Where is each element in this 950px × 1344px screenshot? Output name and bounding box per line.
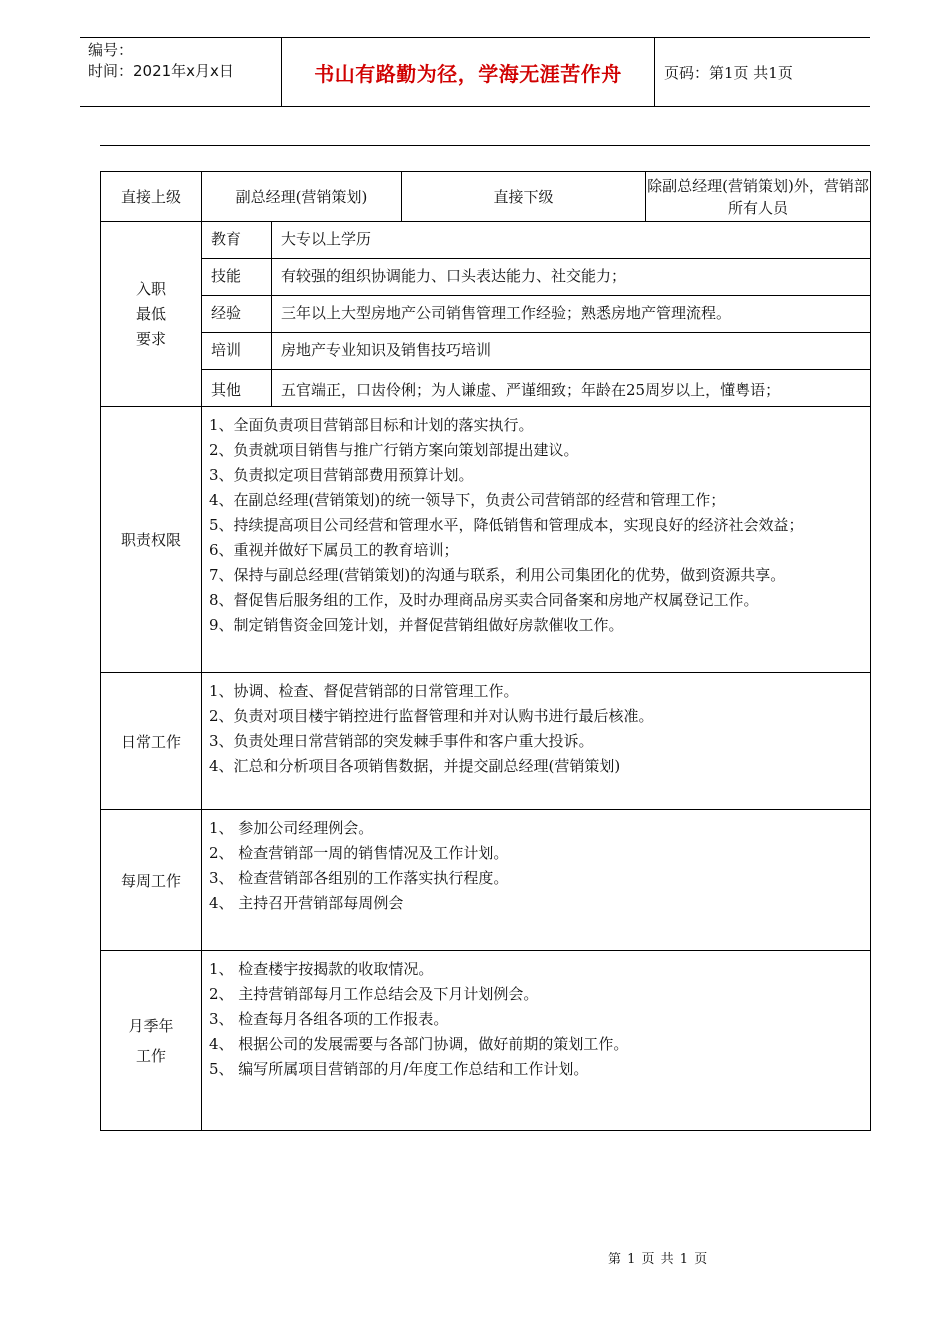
list-item: 2、负责对项目楼宇销控进行监督管理和并对认购书进行最后核准。 <box>209 707 654 725</box>
list-item: 9、制定销售资金回笼计划，并督促营销组做好房款催收工作。 <box>209 616 624 634</box>
list-item: 1、全面负责项目营销部目标和计划的落实执行。 <box>209 416 534 434</box>
periodic-label-line1: 月季年 <box>128 1016 174 1035</box>
subordinate-value: 除副总经理(营销策划)外，营销部所有人员 <box>646 172 871 222</box>
list-item: 3、 检查每月各组各项的工作报表。 <box>209 1010 449 1028</box>
weekly-label: 每周工作 <box>101 810 202 951</box>
periodic-row <box>101 951 871 1131</box>
list-item: 3、 检查营销部各组别的工作落实执行程度。 <box>209 869 509 887</box>
requirement-name: 其他 <box>202 370 272 407</box>
list-item: 2、 主持营销部每月工作总结会及下月计划例会。 <box>209 985 539 1003</box>
weekly-row <box>101 810 871 951</box>
weekly-list <box>202 810 871 951</box>
requirements-label-line1: 入职 <box>135 279 166 298</box>
header-motto-cell <box>281 38 655 106</box>
document-header <box>80 37 870 107</box>
requirement-name: 教育 <box>202 222 272 259</box>
list-item: 4、在副总经理(营销策划)的统一领导下，负责公司营销部的经营和管理工作； <box>209 491 726 509</box>
page-label: 页码：第1页 共1页 <box>664 63 793 82</box>
list-item: 1、 参加公司经理例会。 <box>209 819 374 837</box>
number-label: 编号： <box>88 41 134 59</box>
duties-list <box>202 407 871 673</box>
requirement-row <box>101 296 871 333</box>
requirement-value: 五官端正，口齿伶俐；为人谦虚、严谨细致；年龄在25周岁以上，懂粤语； <box>272 370 871 407</box>
requirement-name: 技能 <box>202 259 272 296</box>
requirement-value: 房地产专业知识及销售技巧培训 <box>272 333 871 370</box>
list-item: 5、 编写所属项目营销部的月/年度工作总结和工作计划。 <box>209 1060 589 1078</box>
requirements-label-line2: 最低 <box>135 304 166 323</box>
list-item: 8、督促售后服务组的工作，及时办理商品房买卖合同备案和房地产权属登记工作。 <box>209 591 759 609</box>
daily-label: 日常工作 <box>101 673 202 810</box>
daily-row <box>101 673 871 810</box>
requirement-row <box>101 259 871 296</box>
header-meta <box>80 38 281 106</box>
subordinate-label: 直接下级 <box>402 172 646 222</box>
requirement-row <box>101 370 871 407</box>
list-item: 1、协调、检查、督促营销部的日常管理工作。 <box>209 682 519 700</box>
requirement-value: 三年以上大型房地产公司销售管理工作经验；熟悉房地产管理流程。 <box>272 296 871 333</box>
duties-label: 职责权限 <box>101 407 202 673</box>
list-item: 4、汇总和分析项目各项销售数据，并提交副总经理(营销策划) <box>209 757 621 775</box>
list-item: 6、重视并做好下属员工的教育培训； <box>209 541 459 559</box>
requirement-value: 大专以上学历 <box>272 222 871 259</box>
requirement-name: 培训 <box>202 333 272 370</box>
duties-row <box>101 407 871 673</box>
periodic-label-line2: 工作 <box>135 1046 166 1065</box>
list-item: 3、负责处理日常营销部的突发棘手事件和客户重大投诉。 <box>209 732 594 750</box>
page-footer: 第 1 页 共 1 页 <box>608 1252 709 1267</box>
requirement-value: 有较强的组织协调能力、口头表达能力、社交能力； <box>272 259 871 296</box>
divider <box>100 145 870 146</box>
list-item: 4、 根据公司的发展需要与各部门协调，做好前期的策划工作。 <box>209 1035 629 1053</box>
superior-value: 副总经理(营销策划) <box>202 172 402 222</box>
reporting-row <box>101 172 871 222</box>
daily-list <box>202 673 871 810</box>
periodic-list <box>202 951 871 1131</box>
requirement-row <box>101 333 871 370</box>
requirements-label <box>101 222 202 407</box>
motto-text: 书山有路勤为径，学海无涯苦作舟 <box>314 61 622 86</box>
header-page-cell <box>654 38 870 106</box>
list-item: 2、负责就项目销售与推广行销方案向策划部提出建议。 <box>209 441 579 459</box>
periodic-label <box>101 951 202 1131</box>
time-label: 时间：2021年x月x日 <box>88 62 234 80</box>
list-item: 5、持续提高项目公司经营和管理水平，降低销售和管理成本，实现良好的经济社会效益； <box>209 516 804 534</box>
superior-label: 直接上级 <box>101 172 202 222</box>
job-description-table <box>100 171 871 1131</box>
list-item: 1、 检查楼宇按揭款的收取情况。 <box>209 960 434 978</box>
requirement-row <box>101 222 871 259</box>
list-item: 4、 主持召开营销部每周例会 <box>209 894 404 912</box>
requirements-label-line3: 要求 <box>135 329 166 348</box>
list-item: 2、 检查营销部一周的销售情况及工作计划。 <box>209 844 509 862</box>
list-item: 7、保持与副总经理(营销策划)的沟通与联系，利用公司集团化的优势，做到资源共享。 <box>209 566 786 584</box>
list-item: 3、负责拟定项目营销部费用预算计划。 <box>209 466 474 484</box>
requirement-name: 经验 <box>202 296 272 333</box>
